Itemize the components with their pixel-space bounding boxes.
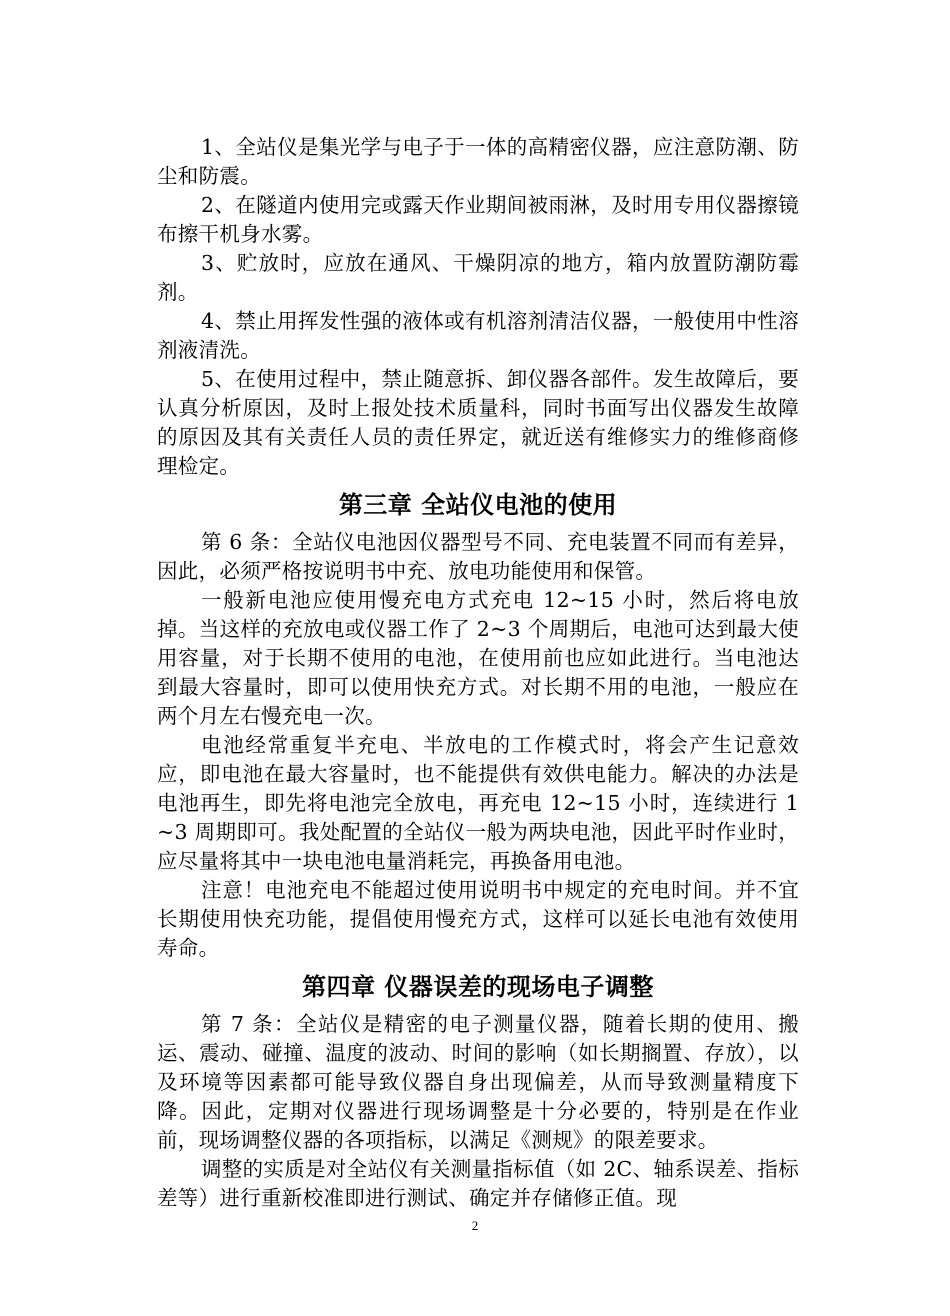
page-number: 2	[471, 1218, 479, 1233]
paragraph-3: 3、贮放时，应放在通风、干燥阴凉的地方，箱内放置防潮防霉剂。	[157, 251, 799, 304]
paragraph-4: 4、禁止用挥发性强的液体或有机溶剂清洁仪器，一般使用中性溶剂液清洗。	[157, 309, 799, 362]
article-7-paragraph: 第 7 条：全站仪是精密的电子测量仪器，随着长期的使用、搬运、震动、碰撞、温度的波动、时间的影响（如长期搁置、存放），以及环境等因素都可能导致仪器自身出现偏差，从而导致测量精度下降。因此，定期对仪器进行现场调整是十分必要的，特别是在作业前，现场调整仪器的各项指标，以满足《测规》的限差要求。	[157, 1012, 799, 1152]
battery-charging-paragraph: 一般新电池应使用慢充电方式充电 12~15 小时，然后将电放掉。当这样的充放电或仪器工作了 2~3 个周期后，电池可达到最大使用容量，对于长期不使用的电池，在使用前也应如此进行。当电池达到最大容量时，即可以使用快充方式。对长期不用的电池，一般应在两个月左右慢充电一次。	[157, 588, 799, 728]
document-body	[157, 133, 799, 1213]
paragraph-5: 5、在使用过程中，禁止随意拆、卸仪器各部件。发生故障后，要认真分析原因，及时上报处技术质量科，同时书面写出仪器发生故障的原因及其有关责任人员的责任界定，就近送有维修实力的维修商修理检定。	[157, 367, 799, 478]
chapter-3-heading: 第三章 全站仪电池的使用	[338, 491, 618, 519]
paragraph-1: 1、全站仪是集光学与电子于一体的高精密仪器，应注意防潮、防尘和防震。	[157, 135, 799, 188]
chapter-4-heading: 第四章 仪器误差的现场电子调整	[302, 973, 654, 1001]
paragraph-2: 2、在隧道内使用完或露天作业期间被雨淋，及时用专用仪器擦镜布擦干机身水雾。	[157, 193, 799, 246]
adjustment-paragraph: 调整的实质是对全站仪有关测量指标值（如 2C、轴系误差、指标差等）进行重新校准即进行测试、确定并存储修正值。现	[157, 1157, 799, 1210]
memory-effect-paragraph: 电池经常重复半充电、半放电的工作模式时，将会产生记意效应，即电池在最大容量时，也不能提供有效供电能力。解决的办法是电池再生，即先将电池完全放电，再充电 12~15 小时，连续进行 1~3 周期即可。我处配置的全站仪一般为两块电池，因此平时作业时，应尽量将其中一块电池电量消耗完，再换备用电池。	[157, 733, 799, 873]
battery-note-paragraph: 注意！电池充电不能超过使用说明书中规定的充电时间。并不宜长期使用快充功能，提倡使用慢充方式，这样可以延长电池有效使用寿命。	[157, 878, 799, 960]
article-6-paragraph: 第 6 条：全站仪电池因仪器型号不同、充电装置不同而有差异，因此，必须严格按说明书中充、放电功能使用和保管。	[157, 530, 799, 583]
